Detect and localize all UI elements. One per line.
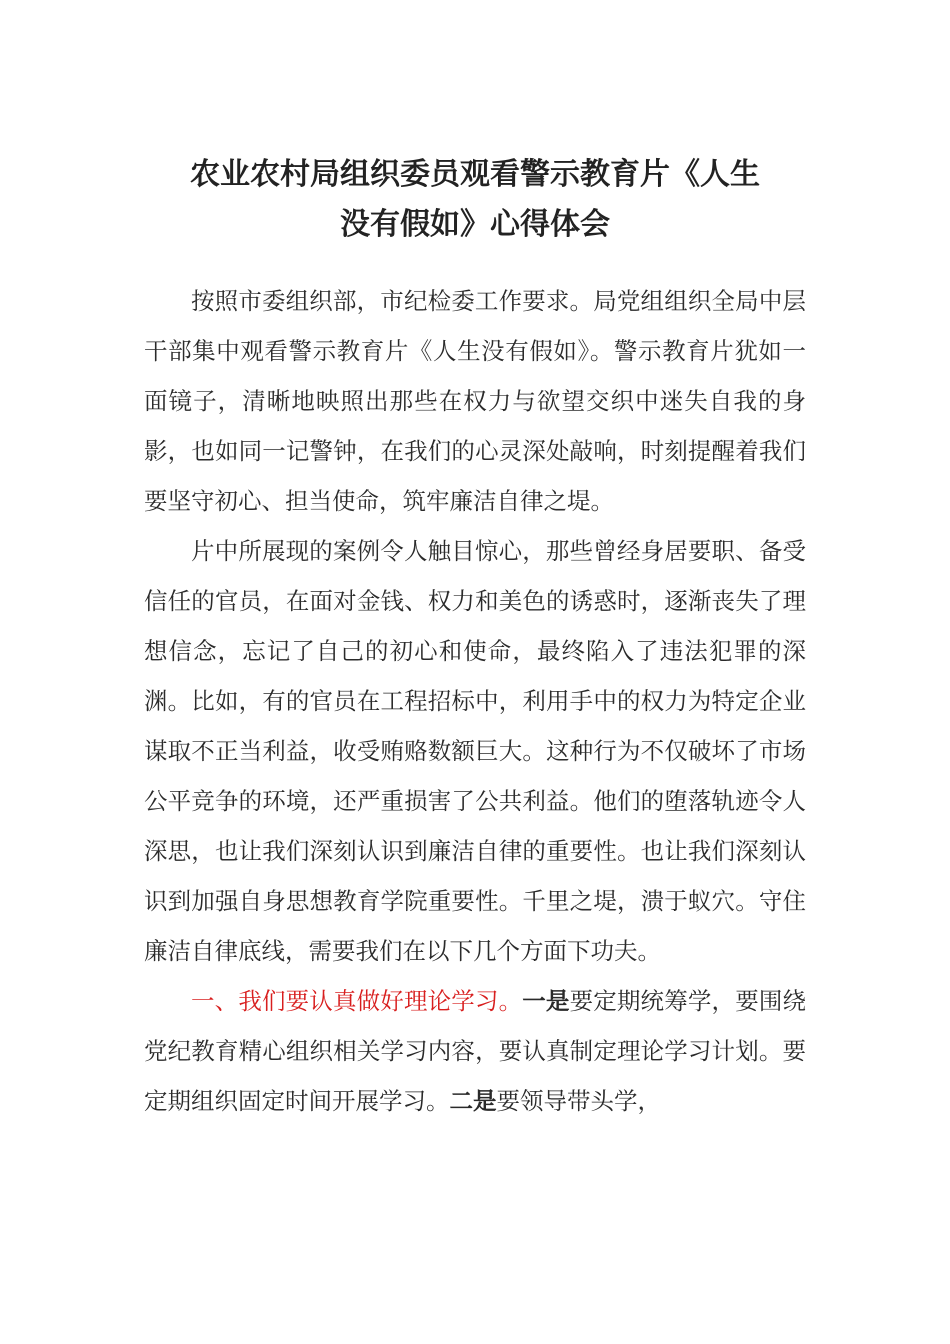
paragraph-section-1 [144,976,806,1126]
section-1-text-2: 要领导带头学， [496,1087,661,1115]
paragraph-cases: 片中所展现的案例令人触目惊心，那些曾经身居要职、备受信任的官员，在面对金钱、权力和美色的诱惑时，逐渐丧失了理想信念，忘记了自己的初心和使命，最终陷入了违法犯罪的深渊。比如，有的官员在工程招标中，利用手中的权力为特定企业谋取不正当利益，收受贿赂数额巨大。这种行为不仅破坏了市场公平竞争的环境，还严重损害了公共利益。他们的堕落轨迹令人深思，也让我们深刻认识到廉洁自律的重要性。也让我们深刻认识到加强自身思想教育学院重要性。千里之堤，溃于蚁穴。守住廉洁自律底线，需要我们在以下几个方面下功夫。 [144,537,806,965]
title-line-1: 农业农村局组织委员观看警示教育片《人生 [190,157,760,192]
paragraph-intro: 按照市委组织部，市纪检委工作要求。局党组组织全局中层干部集中观看警示教育片《人生没有假如》。警示教育片犹如一面镜子，清晰地映照出那些在权力与欲望交织中迷失自我的身影，也如同一记警钟，在我们的心灵深处敲响，时刻提醒着我们要坚守初心、担当使命，筑牢廉洁自律之堤。 [144,287,806,515]
page-title [140,150,810,250]
title-line-2: 没有假如》心得体会 [340,207,610,242]
section-1-lead-1: 一是 [522,987,570,1015]
document-body [144,276,806,1126]
section-1-heading: 一、我们要认真做好理论学习。 [191,987,523,1015]
section-1-text-1: 要定期统筹学，要围绕党纪教育精心组织相关学习内容，要认真制定理论学习计划。要定期组织固定时间开展学习。 [144,987,807,1115]
section-1-lead-2: 二是 [449,1087,497,1115]
